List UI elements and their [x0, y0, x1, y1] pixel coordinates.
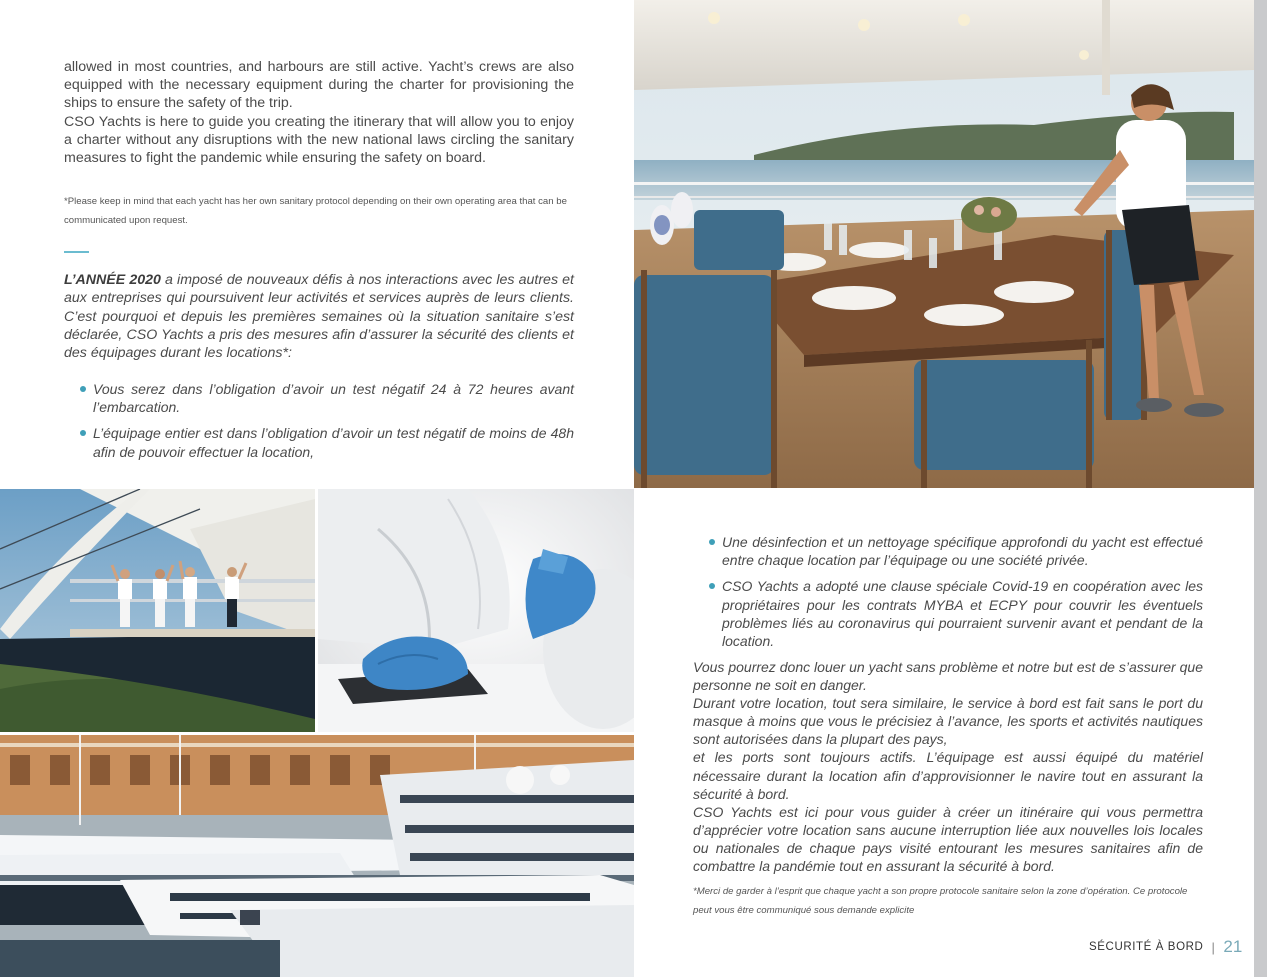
french-paragraph-3: et les ports sont toujours actifs. L’équipage est aussi équipé du matériel nécessaire durant la location afin d’approvisionner le navire tout en assurant la sécurité à bord.: [693, 749, 1203, 802]
list-item-text: Une désinfection et un nettoyage spécifique approfondi du yacht est effectué entre chaque location par l’équipage ou une société privée.: [722, 534, 1203, 569]
english-footnote: *Please keep in mind that each yacht has her own sanitary protocol depending on their own operating area that can be communicated upon request.: [64, 196, 567, 226]
page-number: 21: [1223, 937, 1243, 956]
page-edge-band: [1254, 0, 1267, 977]
french-paragraph-1: Vous pourrez donc louer un yacht sans problème et notre but est de s’assurer que personne ne soit en danger.: [693, 659, 1203, 694]
bullet-dot-icon: [709, 539, 715, 545]
french-intro-lead: L’ANNÉE 2020: [64, 272, 161, 288]
french-paragraph-2: Durant votre location, tout sera similaire, le service à bord est fait sans le port du masque à moins que vous le précisiez à l’avance, les sports et activités nautiques sont autorisées dans la plupart des pays,: [693, 695, 1203, 748]
bullet-dot-icon: [80, 386, 86, 392]
bullet-list-left: [80, 380, 574, 469]
list-item-text: L’équipage entier est dans l’obligation d’avoir un test négatif de moins de 48h afin de pouvoir effectuer la location,: [93, 425, 574, 460]
french-body: [693, 658, 1203, 875]
french-footnote: *Merci de garder à l’esprit que chaque yacht a son propre protocole sanitaire selon la zone d’opération. Ce protocole peut vous être communiqué sous demande explicite: [693, 886, 1188, 916]
list-item: [80, 380, 574, 416]
cleaning-photo: [318, 489, 634, 732]
cleaning-illustration: [318, 489, 634, 732]
bullet-list-right: [709, 533, 1203, 658]
deck-dining-illustration: [634, 0, 1254, 488]
crew-illustration: [0, 489, 315, 732]
english-paragraph-2: CSO Yachts is here to guide you creating the itinerary that will allow you to enjoy a charter without any disruptions with the new national laws circling the sanitary measures to fight the pandemic while ensuring the safety on board.: [64, 113, 574, 167]
page-footer: [1089, 936, 1242, 958]
crew-photo: [0, 489, 315, 732]
french-intro: [64, 271, 574, 362]
footer-section-title: SÉCURITÉ À BORD: [1089, 941, 1204, 953]
list-item-text: Vous serez dans l’obligation d’avoir un test négatif 24 à 72 heures avant l’embarcation.: [93, 381, 574, 416]
harbour-illustration: [0, 735, 634, 977]
english-paragraph-1: allowed in most countries, and harbours are still active. Yacht’s crews are also equipped with the necessary equipment during the charter for provisioning the ships to ensure the safety of the trip.: [64, 59, 574, 112]
bullet-dot-icon: [80, 430, 86, 436]
list-item-text: CSO Yachts a adopté une clause spéciale Covid-19 en coopération avec les propriétaires pour les contrats MYBA et ECPY pour couvrir les éventuels problèmes liés au coronavirus qui pourraient survenir avant et pendant de la location.: [722, 578, 1203, 650]
french-paragraph-4: CSO Yachts est ici pour vous guider à créer un itinéraire qui vous permettra d’apprécier votre location sans aucune interruption liée aux nouvelles lois locales ou nationales de chaque pays visité entourant les mesures sanitaires afin de combattre la pandémie tout en assurant la sécurité à bord.: [693, 803, 1203, 875]
section-divider: [64, 251, 89, 253]
deck-dining-photo: [634, 0, 1254, 488]
harbour-photo: [0, 735, 634, 977]
bullet-dot-icon: [709, 583, 715, 589]
list-item: [709, 577, 1203, 650]
list-item: [80, 424, 574, 460]
footer-separator: |: [1211, 939, 1216, 955]
list-item: [709, 533, 1203, 569]
french-intro-text: a imposé de nouveaux défis à nos interactions avec les autres et aux entreprises qui poursuivent leur activités et services auprès de leurs clients. C’est pourquoi et depuis les premières semaines où la situation sanitaire s’est déclarée, CSO Yachts a pris des mesures afin d’assurer la sécurité des clients et des équipages durant les locations*:: [64, 272, 574, 362]
english-text-block: [64, 58, 574, 167]
